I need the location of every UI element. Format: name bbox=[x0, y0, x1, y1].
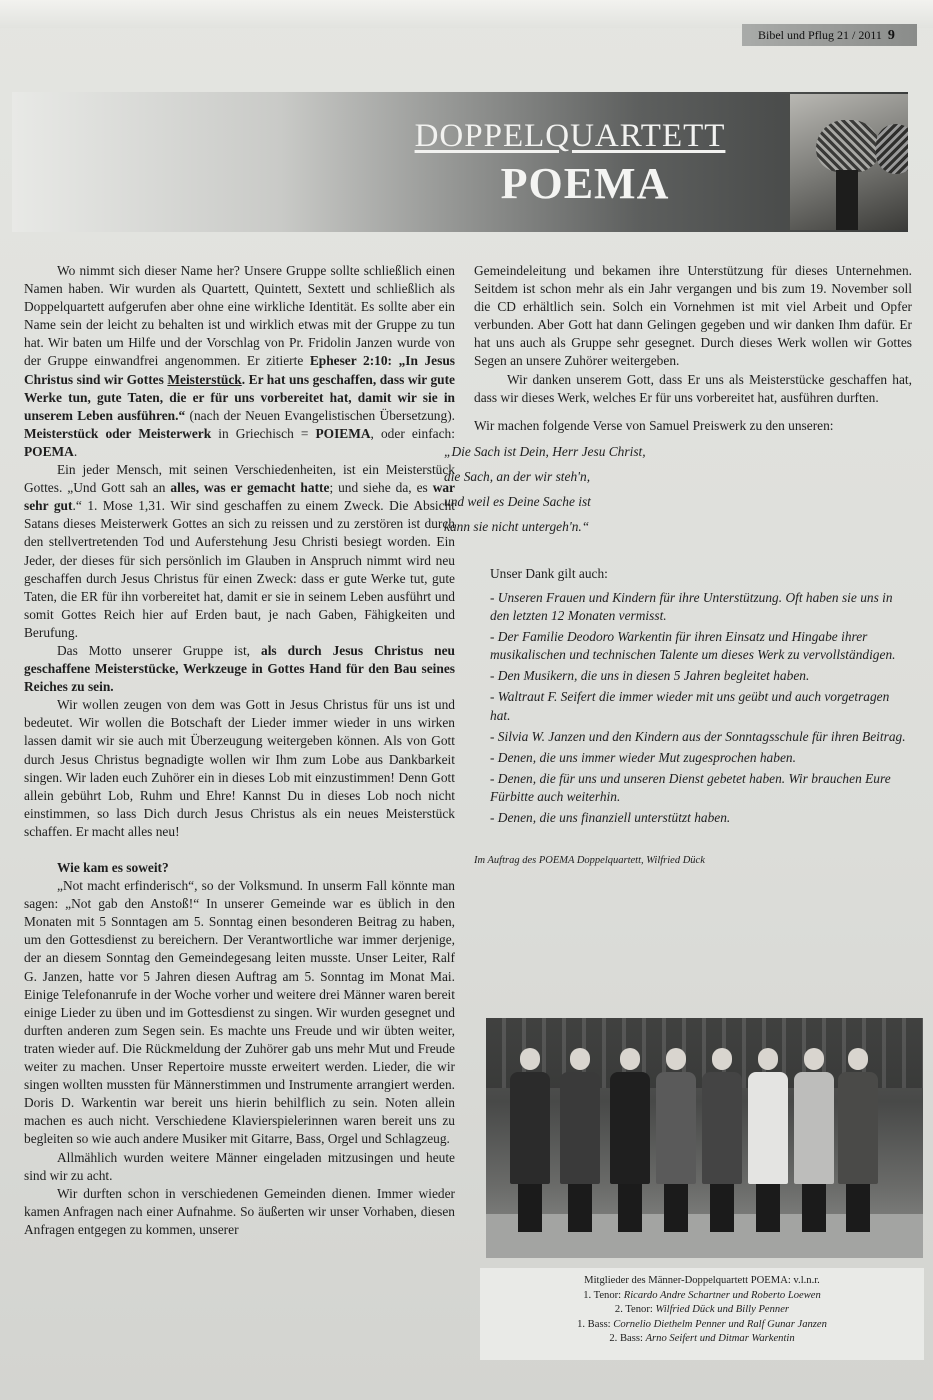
paragraph-6: Allmählich wurden weitere Männer eingeladen mitzusingen und heute sind wir zu acht. bbox=[24, 1149, 455, 1183]
thanks-item: - Denen, die uns finanziell unterstützt haben. bbox=[490, 809, 731, 825]
journal-title: Bibel und Pflug 21 / 2011 bbox=[758, 28, 882, 42]
thanks-list bbox=[490, 589, 912, 827]
thanks-item: - Der Familie Deodoro Warkentin für ihren Einsatz und Hingabe ihrer musikalischen und technischen Talente um dieses Werk zu vervollständigen. bbox=[490, 629, 896, 663]
paragraph-7: Wir durften schon in verschiedenen Gemeinden dienen. Immer wieder kamen Anfragen nach einer Aufnahme. So äußerten wir unser Vorhaben, diesen Anfragen entgegen zu kommen, unserer bbox=[24, 1185, 455, 1237]
signature: Im Auftrag des POEMA Doppelquartett, Wilfried Dück bbox=[474, 855, 705, 867]
thanks-item: - Silvia W. Janzen und den Kindern aus der Sonntagsschule für ihren Beitrag. bbox=[490, 728, 906, 744]
banner-title-line1: DOPPELQUARTETT bbox=[414, 118, 726, 154]
caption-title: Mitglieder des Männer-Doppelquartett POEMA: v.l.n.r. bbox=[584, 1275, 820, 1286]
caption-line: 2. Tenor: Wilfried Dück und Billy Penner bbox=[614, 1304, 790, 1316]
thanks-item: - Denen, die für uns und unseren Dienst gebetet haben. Wir brauchen Eure Fürbitte auch weiterhin. bbox=[490, 770, 891, 804]
paragraph-5: „Not macht erfinderisch“, so der Volksmund. In unserm Fall könnte man sagen: „Not gab den Anstoß!“ In unserer Gemeinde war es üblich in den Monaten mit 5 Sonntagen am 5. Sonntag einen besonderen Beitrag zu haben, um den Gottesdienst zu bereichern. Der Verantwortliche war immer derjenige, der an diesem Sonntag den Gemeindegesang leiten musste. Unser Leiter, Ralf G. Janzen, hatte vor 5 Jahren diesen Auftrag am 5. Sonntag im Monat Mai. Einige Telefonanrufe in der Woche vorher und weitere drei Männer waren bereit einige Lieder zu üben und im Gottesdienst zu singen. Wir wurden gesegnet und durften anderen zum Segen sein. Es machte uns Freude und wir übten weiter, traten wieder auf. Die Rückmeldung der Zuhörer gab uns mehr Mut und Freude weiter zu machen. Unser Repertoire musste erweitert werden. Lieder, die wir singen wollten mussten für Männerstimmen und Instrumente arrangiert werden. Doris D. Warkentin war bereit uns hierin behilflich zu sein. Noten allein machen es auch nicht. Verschiedene Klavierspielerinnen waren bereit uns zu begleiten so wie auch andere Musiker mit Gitarre, Bass, Orgel und Schlagzeug. bbox=[24, 878, 455, 1147]
thanks-item: - Denen, die uns immer wieder Mut zugesprochen haben. bbox=[490, 749, 796, 765]
left-column bbox=[24, 262, 455, 1239]
verse-line: „Die Sach ist Dein, Herr Jesu Christ, bbox=[444, 443, 646, 459]
group-photo bbox=[486, 1018, 923, 1258]
group-member bbox=[794, 1048, 834, 1232]
title-banner bbox=[12, 92, 908, 232]
group-member bbox=[748, 1048, 788, 1232]
group-member bbox=[656, 1048, 696, 1232]
paragraph-4: Wir wollen zeugen von dem was Gott in Jesus Christus für uns ist und bedeutet. Wir wollen die Botschaft der Lieder immer wieder in uns wirken lassen damit wir sie auch mit Überzeugung weitergeben können. Als von Gott durch Jesus Christus begnadigte wollen wir Ihm zum Lobe aus Dankbarkeit singen. Wir laden euch Zuhörer ein in dieses Lob mit einzustimmen! Denn Gott allein gebührt Lob, Ruhm und Ehre! Kannst Du in dieses Lob noch nicht einstimmen, so lass Dich durch Jesus Christus als ein neues Meisterstück schaffen. Er macht alles neu! bbox=[24, 697, 455, 839]
paragraph-r3: Wir machen folgende Verse von Samuel Preiswerk zu den unseren: bbox=[474, 417, 834, 433]
page-number: 9 bbox=[887, 28, 895, 43]
running-header bbox=[758, 28, 895, 44]
verse-line: die Sach, an der wir steh'n, bbox=[444, 468, 591, 484]
group-member bbox=[510, 1048, 550, 1232]
group-member bbox=[560, 1048, 600, 1232]
verse-line: kann sie nicht untergeh'n.“ bbox=[444, 518, 590, 534]
verse-line: und weil es Deine Sache ist bbox=[444, 493, 591, 509]
photo-caption bbox=[480, 1268, 924, 1360]
subheading: Wie kam es soweit? bbox=[57, 860, 169, 875]
microphone-image bbox=[790, 94, 908, 230]
caption-line: 1. Bass: Cornelio Diethelm Penner und Ralf Gunar Janzen bbox=[577, 1318, 827, 1330]
group-member bbox=[838, 1048, 878, 1232]
thanks-item: - Waltraut F. Seifert die immer wieder mit uns geübt und auch vorgetragen hat. bbox=[490, 689, 890, 723]
banner-title-line2: POEMA bbox=[500, 159, 670, 208]
group-member bbox=[610, 1048, 650, 1232]
group-member bbox=[702, 1048, 742, 1232]
thanks-item: - Den Musikern, die uns in diesen 5 Jahren begleitet haben. bbox=[490, 668, 810, 684]
thanks-item: - Unseren Frauen und Kindern für ihre Unterstützung. Oft haben sie uns in den letzten 12 Monaten vermisst. bbox=[490, 589, 893, 624]
paragraph-r2: Wir danken unserem Gott, dass Er uns als Meisterstücke geschaffen hat, dass wir dieses Werk, welches Er für uns vorbereitet hat, ausführen durften. bbox=[474, 371, 912, 405]
paragraph-3: Das Motto unserer Gruppe ist, als durch Jesus Christus neu geschaffene Meisterstücke, Werkzeuge in Gottes Hand für den Bau seines Reiches zu sein. bbox=[24, 642, 455, 695]
verse-block bbox=[444, 439, 912, 539]
caption-line: 1. Tenor: Ricardo Andre Schartner und Roberto Loewen bbox=[583, 1289, 821, 1301]
paragraph-2: Ein jeder Mensch, mit seinen Verschiedenheiten, ist ein Meisterstück Gottes. „Und Gott sah an alles, was er gemacht hatte; und siehe da, es war sehr gut.“ 1. Mose 1,31. Wir sind geschaffen zu einem Zweck. Die Absicht Satans dieses Meisterwerk Gottes an sich zu reissen und zu zerstören ist durch den stellvertretenden Tod und Auferstehung Jesu Christi besiegt worden. Ein Jeder, der dieses für sich persönlich im Glauben in Anspruch nimmt wird neu geschaffen durch Jesus Christus für einen Zweck: dass er gute Werke tut, gute Taten, die ER für ihn vorbereitet hat, damit er sie in seinem Leben ausführt und somit Gottes Reich hier auf Erden baut, je nach Gaben, Fähigkeiten und Berufung. bbox=[24, 462, 455, 640]
right-column bbox=[444, 262, 912, 870]
thanks-intro: Unser Dank gilt auch: bbox=[490, 565, 608, 581]
paragraph-1: Wo nimmt sich dieser Name her? Unsere Gruppe sollte schließlich einen Namen haben. Wir wurden als Quartett, Quintett, Sextett und schließlich als Doppelquartett aufgerufen aber ohne eine wirkliche Identität. Es sollte aber ein Name sein der leicht zu behalten ist und wirklich etwas mit der Gruppe zu tun hat. Wir baten um Hilfe und der Vorschlag von Pr. Fridolin Janzen wurde von der Gruppe einwandfrei angenommen. Er zitierte Epheser 2:10: „In Jesus Christus sind wir Gottes Meisterstück. Er hat uns geschaffen, dass wir gute Werke tun, gute Taten, die er für uns vorbereitet hat, damit wir sie in unserem Leben ausführen.“ (nach der Neuen Evangelistischen Übersetzung). Meisterstück oder Meisterwerk in Griechisch = POIEMA, oder einfach: POEMA. bbox=[24, 263, 456, 459]
caption-line: 2. Bass: Arno Seifert und Ditmar Warkentin bbox=[609, 1333, 795, 1345]
paragraph-r1: Gemeindeleitung und bekamen ihre Unterstützung für dieses Unternehmen. Seitdem ist schon mehr als ein Jahr vergangen und bis zum 19. November soll die CD erhältlich sein. Solch ein Vornehmen ist mit viel Arbeit und Opfer verbunden. Aber Gott hat dann Gelingen gegeben und wir danken Ihm dafür. Er hat uns auch als Gruppe sehr gesegnet. Durch dieses Werk wollen wir Gottes Segen an unsere Zuhörer weitergeben. bbox=[474, 263, 912, 369]
